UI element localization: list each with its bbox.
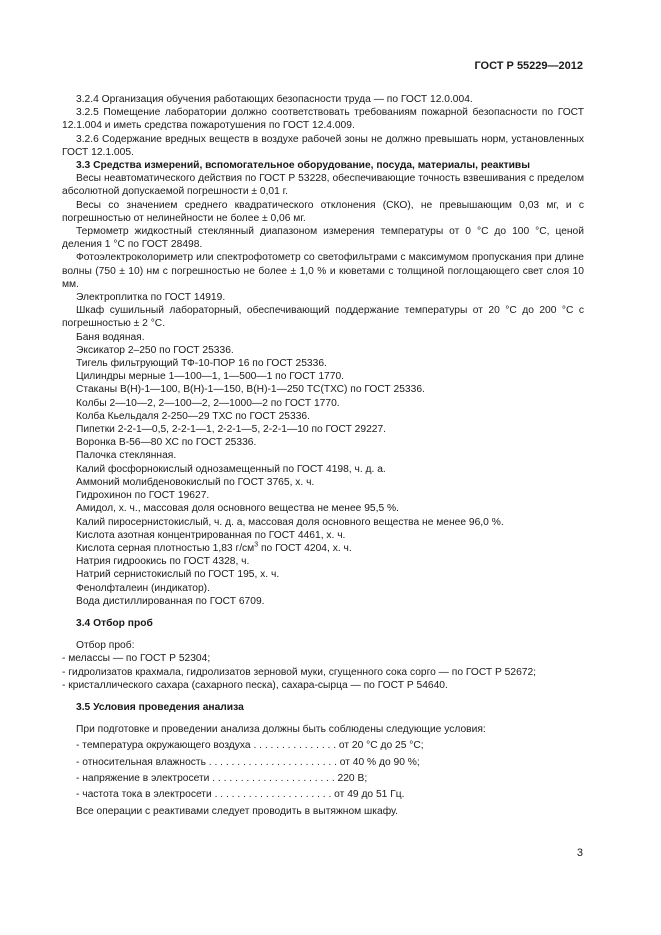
paragraph-3-2-4: 3.2.4 Организация обучения работающих безопасности труда — по ГОСТ 12.0.004.	[76, 94, 473, 105]
list-item: Шкаф сушильный лабораторный, обеспечивающий поддержание температуры от 20 °С до 200 °С с погрешностью ± 2 °С.	[62, 305, 584, 330]
list-item: Амидол, х. ч., массовая доля основного вещества не менее 95,5 %.	[76, 503, 399, 515]
list-item: Весы со значением среднего квадратического отклонения (СКО), не превышающим 0,03 мг, и с погрешностью от нелинейности не более ± 0,06 мг.	[62, 199, 584, 224]
list-item: Натрия гидроокись по ГОСТ 4328, ч.	[76, 556, 250, 568]
document-header: ГОСТ Р 55229—2012	[474, 60, 583, 72]
list-item: Баня водяная.	[76, 331, 145, 343]
list-item-sulfuric-acid	[62, 542, 584, 555]
list-item: Палочка стеклянная.	[76, 450, 177, 462]
sampling-item: - кристаллического сахара (сахарного песка), сахара-сырца — по ГОСТ Р 54640.	[62, 679, 448, 691]
list-item: Цилиндры мерные 1—100—1, 1—500—1 по ГОСТ 1770.	[76, 371, 345, 383]
list-item: Воронка В-56—80 ХС по ГОСТ 25336.	[76, 437, 257, 449]
document-body	[62, 93, 584, 818]
list-item: Стаканы В(Н)-1—100, В(Н)-1—150, В(Н)-1—250 ТС(ТХС) по ГОСТ 25336.	[76, 384, 425, 396]
list-item: Аммоний молибденовокислый по ГОСТ 3765, х. ч.	[76, 476, 315, 488]
paragraph-3-2-6: 3.2.6 Содержание вредных веществ в воздухе рабочей зоны не должно превышать норм, установленных ГОСТ 12.1.005.	[62, 133, 584, 158]
list-item: Калий пиросернистокислый, ч. д. а, массовая доля основного вещества не менее 96,0 %.	[76, 516, 504, 528]
sampling-item: - гидролизатов крахмала, гидролизатов зерновой муки, сгущенного сока сорго — по ГОСТ Р 52672;	[62, 666, 537, 678]
equipment-list	[62, 172, 584, 608]
closing-note: Все операции с реактивами следует проводить в вытяжном шкафу.	[76, 806, 398, 818]
list-item: Тигель фильтрующий ТФ-10-ПОР 16 по ГОСТ 25336.	[76, 358, 327, 370]
list-item: Калий фосфорнокислый однозамещенный по ГОСТ 4198, ч. д. а.	[76, 463, 386, 475]
list-item: Натрий сернистокислый по ГОСТ 195, х. ч.	[76, 569, 280, 581]
list-item: Колбы 2—10—2, 2—100—2, 2—1000—2 по ГОСТ 1770.	[76, 397, 340, 409]
list-item: Колба Кьельдаля 2-250—29 ТХС по ГОСТ 25336.	[76, 410, 310, 422]
sulfuric-text-start: Кислота серная плотностью 1,83 г/см	[76, 542, 255, 554]
list-item: Термометр жидкостный стеклянный диапазоном измерения температуры от 0 °С до 100 °С, ценой деления 1 °С по ГОСТ 28498.	[62, 226, 584, 251]
condition-voltage: - напряжение в электросети . . . . . . . . . . . . . . . . . . . . . . 220 В;	[76, 772, 368, 784]
sampling-item: - мелассы — по ГОСТ Р 52304;	[62, 653, 211, 665]
condition-frequency: - частота тока в электросети . . . . . . . . . . . . . . . . . . . . . от 49 до 51 Гц.	[76, 788, 405, 800]
superscript-3: 3	[254, 541, 259, 549]
list-item: Кислота азотная концентрированная по ГОСТ 4461, х. ч.	[76, 529, 346, 541]
condition-humidity: - относительная влажность . . . . . . . . . . . . . . . . . . . . . . . от 40 % до 90 %;	[76, 756, 420, 768]
page-number: 3	[576, 847, 583, 859]
section-3-5-heading: 3.5 Условия проведения анализа	[76, 701, 244, 713]
list-item: Весы неавтоматического действия по ГОСТ Р 53228, обеспечивающие точность взвешивания с пределом абсолютной допускаемой погрешности ± 0,01 г.	[62, 173, 584, 198]
list-item: Фенолфталеин (индикатор).	[76, 582, 210, 594]
list-item: Пипетки 2-2-1—0,5, 2-2-1—1, 2-2-1—5, 2-2-1—10 по ГОСТ 29227.	[76, 424, 387, 436]
section-3-3-heading: 3.3 Средства измерений, вспомогательное оборудование, посуда, материалы, реактивы	[76, 160, 530, 172]
section-3-4-heading: 3.4 Отбор проб	[76, 617, 153, 629]
condition-temperature: - температура окружающего воздуха . . . . . . . . . . . . . . . от 20 °С до 25 °С;	[76, 740, 424, 752]
conditions-lead: При подготовке и проведении анализа должны быть соблюдены следующие условия:	[76, 724, 486, 736]
paragraph-3-2-5: 3.2.5 Помещение лаборатории должно соответствовать требованиям пожарной безопасности по ГОСТ 12.1.004 и иметь средства пожаротушения по ГОСТ 12.4.009.	[62, 107, 584, 132]
list-item: Эксикатор 2–250 по ГОСТ 25336.	[76, 344, 234, 356]
sulfuric-text-end: по ГОСТ 4204, х. ч.	[258, 542, 352, 554]
list-item: Электроплитка по ГОСТ 14919.	[76, 292, 226, 304]
list-item: Гидрохинон по ГОСТ 19627.	[76, 490, 210, 502]
list-item: Фотоэлектроколориметр или спектрофотометр со светофильтрами с максимумом пропускания при длине волны (750 ± 10) нм с погрешностью не более ± 1,0 % и кюветами с толщиной поглощающего свет слоя 10 мм.	[62, 252, 584, 290]
list-item: Вода дистиллированная по ГОСТ 6709.	[76, 595, 265, 607]
sampling-lead: Отбор проб:	[76, 640, 135, 652]
